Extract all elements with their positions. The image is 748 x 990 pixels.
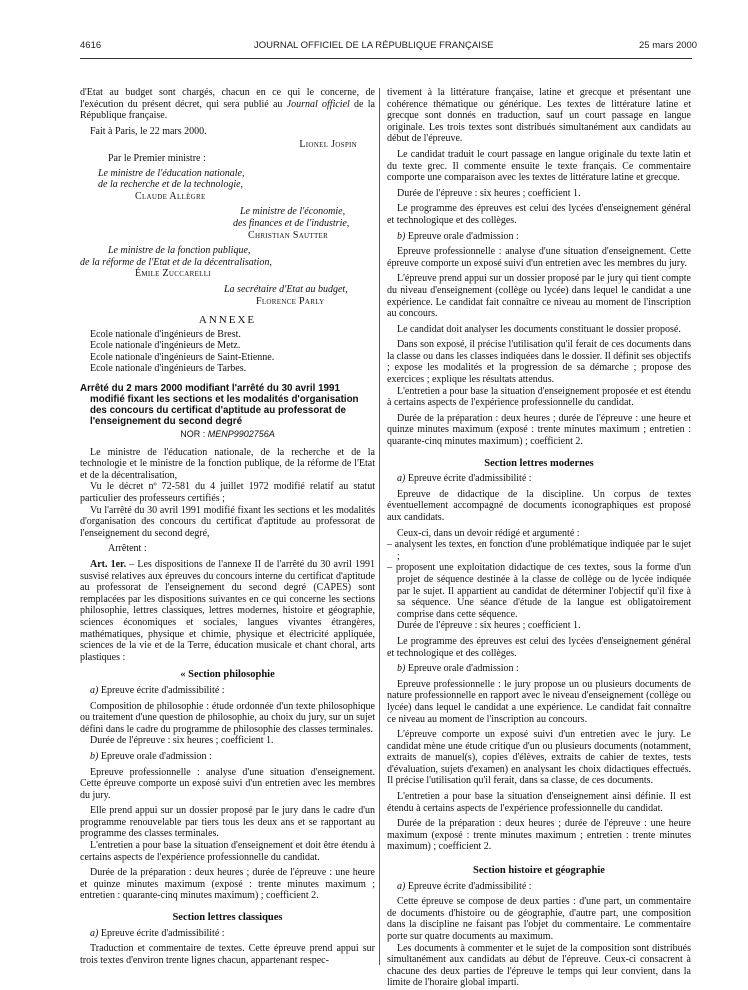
philo-duree-ecrite: Durée de l'épreuve : six heures ; coefficient 1. — [90, 735, 274, 747]
minister-economie-title-2: des finances et de l'industrie, — [233, 217, 350, 229]
philo-entretien: L'entretien a pour base la situation d'enseignement et doit être étendu à certains aspects de l'expérience professionnelle du candidat. — [80, 840, 375, 863]
minister-education-title-1: Le ministre de l'éducation nationale, — [98, 167, 245, 179]
signature-zuccarelli: Émile Zuccarelli — [135, 268, 211, 280]
annexe-list — [80, 329, 375, 375]
lm-epreuve-orale: b) Epreuve orale d'admission : — [397, 663, 519, 675]
annexe-item: Ecole nationale d'ingénieurs de Saint-Etienne. — [90, 351, 275, 363]
hg-documents-commenter: Les documents à commenter et le sujet de la composition sont distribués simultanément aux candidats au début de l'épreuve. Ceux-ci consacrent à chacune des deux parties de l'épreuve le temps qui leur convient, dans la limite de l'horaire global imparti. — [387, 942, 691, 989]
lc-duree-ecrite: Durée de l'épreuve : six heures ; coefficient 1. — [397, 187, 581, 199]
section-lettres-modernes-heading: Section lettres modernes — [484, 457, 594, 469]
signature-sautter: Christian Sautter — [248, 229, 329, 241]
journal-title: JOURNAL OFFICIEL DE LA RÉPUBLIQUE FRANÇAISE — [254, 40, 494, 51]
section-philosophie-heading: « Section philosophie — [180, 669, 275, 681]
column-divider — [379, 88, 380, 965]
philo-duree-orale: Durée de la préparation : deux heures ; durée de l'épreuve : une heure et quinze minutes maximum (exposé : trente minutes maximum ; entretien : quarante-cinq minutes maximum) ; coefficient 2. — [80, 867, 375, 902]
hg-deux-parties: Cette épreuve se compose de deux parties : d'une part, un commentaire de documents d'histoire ou de géographie, d'autre part, une composition dans la discipline ne faisant pas l'objet du commentaire. Le commentaire porte sur quatre documents au maximum. — [387, 896, 691, 942]
lm-duree-orale: Durée de la préparation : deux heures ; durée de l'épreuve : une heure maximum (exposé : trente minutes maximum ; entretien : trente minutes maximum) ; coefficient 2. — [387, 818, 691, 853]
philo-epreuve-ecrite: a) Epreuve écrite d'admissibilité : — [90, 684, 225, 696]
annexe-item: Ecole nationale d'ingénieurs de Metz. — [90, 340, 241, 352]
lc-analyser-documents: Le candidat doit analyser les documents constituant le dossier proposé. — [397, 323, 681, 335]
minister-fonction-publique-title-2: de la réforme de l'Etat et de la décentralisation, — [80, 256, 272, 268]
par-premier-ministre: Par le Premier ministre : — [108, 152, 206, 164]
minister-economie-title-1: Le ministre de l'économie, — [240, 206, 346, 218]
arretent: Arrêtent : — [108, 543, 147, 555]
annexe-heading: ANNEXE — [198, 314, 257, 327]
lc-traduction-commentaire: Traduction et commentaire de textes. Cette épreuve prend appui sur trois textes d'environ trente lignes chacun, appartenant respec- — [80, 943, 375, 966]
preamble-ministers: Le ministre de l'éducation nationale, de la recherche et de la technologie et le ministre de la fonction publique, de la réforme de l'Etat et de la décentralisation, — [80, 446, 375, 481]
lc-traduction-commentaire-cont: tivement à la littérature française, latine et grecque et présentant une cohérence thématique ou générique. Les textes de littérature latine et grecque sont donnés en traduction, sauf un court passage en langue originale. Les trois textes sont distribués simultanément aux candidats au début de l'épreuve. — [387, 87, 691, 145]
lm-bullet-analysent: – analysent les textes, en fonction d'une problématique indiquée par le sujet ; — [387, 539, 691, 562]
minister-education-title-2: de la recherche et de la technologie, — [98, 179, 244, 191]
lc-entretien: L'entretien a pour base la situation d'enseignement proposée et est étendu à certains aspects de l'expérience professionnelle du candidat. — [387, 385, 691, 409]
minister-fonction-publique-title-1: Le ministre de la fonction publique, — [108, 245, 251, 257]
vu-arrete: Vu l'arrêté du 30 avril 1991 modifié fixant les sections et les modalités d'organisation des concours du certificat d'aptitude au professorat de l'enseignement du second degré, — [80, 504, 375, 539]
lm-epreuve-ecrite: a) Epreuve écrite d'admissibilité : — [397, 473, 532, 485]
signature-parly: Florence Parly — [256, 295, 325, 307]
philo-epreuve-orale: b) Epreuve orale d'admission : — [90, 750, 212, 762]
lc-candidat-traduit: Le candidat traduit le court passage en langue originale du texte latin et du texte grec. Il commente ensuite le texte français. Ce commentaire comporte une comparaison avec les textes de littérature latine et grecque. — [387, 148, 691, 184]
right-column — [387, 87, 691, 989]
article-1: Art. 1er. – Les dispositions de l'annexe II de l'arrêté du 30 avril 1991 susvisé relatives aux épreuves du concours interne du certificat d'aptitude au professorat de l'enseignement du second degré (CAPES) sont remplacées par les dispositions suivantes en ce qui concerne les sections philosophie, lettres classiques, lettres modernes, histoire et géographie, sciences économiques et sociales, langues vivantes étrangères, mathématiques, physique et chimie, physique et électricité appliquée, sciences de la vie et de la Terre, éducation musicale et chant choral, arts plastiques : — [80, 559, 375, 663]
lm-programme: Le programme des épreuves est celui des lycées d'enseignement général et technologique et des collèges. — [387, 635, 691, 659]
lc-epreuve-ecrite: a) Epreuve écrite d'admissibilité : — [90, 927, 225, 939]
philo-epreuve-professionnelle: Epreuve professionnelle : analyse d'une situation d'enseignement. Cette épreuve comporte un exposé suivi d'un entretien avec les membres du jury. — [80, 766, 375, 801]
signature-allegre: Claude Allègre — [135, 190, 206, 202]
nor-code: MENP9902756A — [207, 429, 275, 440]
closing-paragraph: d'Etat au budget sont chargés, chacun en ce qui le concerne, de l'exécution du présent décret, qui sera publié au Journal officiel de la République française. — [80, 87, 375, 122]
lm-epreuve-professionnelle: Epreuve professionnelle : le jury propose un ou plusieurs documents de nature professionnelle en rapport avec le niveau d'enseignement (collège ou lycée) dans lequel le candidat a une expérience. Le candidat fait connaître ce niveau au moment de l'inscription au concours. — [387, 678, 691, 725]
lc-epreuve-professionnelle: Epreuve professionnelle : analyse d'une situation d'enseignement. Cette épreuve comporte un exposé suivi d'un entretien avec les membres du jury. — [387, 246, 691, 269]
article-1-label: Art. 1er. — [90, 559, 127, 570]
lc-duree-orale: Durée de la préparation : deux heures ; durée de l'épreuve : une heure et quinze minutes maximum (exposé : trente minutes maximum ; entretien : quarante-cinq minutes maximum) ; coefficient 2. — [387, 412, 691, 448]
hg-epreuve-ecrite: a) Epreuve écrite d'admissibilité : — [397, 880, 532, 892]
signature-jospin: Lionel Jospin — [299, 139, 357, 151]
lc-expose: Dans son exposé, il précise l'utilisation qu'il ferait de ces documents dans la classe ou dans les classes indiquées dans le dossier. Il définit ses objectifs ; expose les modalités et la progression de sa démarche ; propose des exercices ; explique les résultats attendus. — [387, 339, 691, 386]
secretaire-budget-title: La secrétaire d'Etat au budget, — [224, 283, 348, 295]
philo-dossier: Elle prend appui sur un dossier proposé par le jury dans le cadre d'un programme renouvelable par tiers tous les deux ans et se rapportant au programme des classes terminales. — [80, 805, 375, 840]
section-histoire-geographie-heading: Section histoire et géographie — [473, 865, 605, 877]
lm-duree-ecrite: Durée de l'épreuve : six heures ; coefficient 1. — [397, 620, 581, 632]
lc-epreuve-orale: b) Epreuve orale d'admission : — [397, 230, 519, 242]
page-number: 4616 — [80, 40, 102, 51]
lm-ceux-ci: Ceux-ci, dans un devoir rédigé et argumenté : — [397, 527, 580, 539]
lm-entretien: L'entretien a pour base la situation d'enseignement ainsi définie. Il est étendu à certains aspects de l'expérience professionnelle du candidat. — [387, 791, 691, 814]
journal-officiel-ref: Journal officiel — [286, 98, 350, 110]
section-lettres-classiques-heading: Section lettres classiques — [172, 912, 283, 924]
lm-bullet-proposent: – proposent une exploitation didactique de ces textes, sous la forme d'un projet de séquence destinée à la classe de collège ou de lycée indiquée par le sujet. Il appartient au candidat de déterminer l'objectif qu'il fixe à sa séquence. Une séance d'étude de la langue est obligatoirement comprise dans cette séquence. — [387, 562, 691, 620]
fait-a-paris: Fait à Paris, le 22 mars 2000. — [90, 125, 207, 137]
issue-date: 25 mars 2000 — [639, 40, 698, 51]
arrete-title: Arrêté du 2 mars 2000 modifiant l'arrêté du 30 avril 1991 modifié fixant les sections et les modalités d'organisation des concours du certificat d'aptitude au professorat de l'enseignement du second degré — [80, 383, 359, 428]
lm-didactique: Epreuve de didactique de la discipline. Un corpus de textes éventuellement accompagné de documents iconographiques est proposé aux candidats. — [387, 488, 691, 523]
annexe-item: Ecole nationale d'ingénieurs de Brest. — [90, 328, 241, 340]
philo-composition: Composition de philosophie : étude ordonnée d'un texte philosophique ou traitement d'une question de philosophie, au choix du jury, sur un sujet défini dans le cadre du programme de philosophie des classes terminales. — [80, 700, 375, 735]
lm-expose: L'épreuve comporte un exposé suivi d'un entretien avec le jury. Le candidat mène une étude critique d'un ou plusieurs documents (notamment, extraits de manuel(s), copies d'élèves, extraits de cahier de textes, tests d'évaluation, sujets d'examen) en analysant les choix didactiques effectués. Il précise l'utilisation qu'il ferait, dans sa classe, de ces documents. — [387, 729, 691, 787]
vu-decret: Vu le décret nº 72-581 du 4 juillet 1972 modifié relatif au statut particulier des professeurs certifiés ; — [80, 481, 375, 505]
nor-reference: NOR : MENP9902756A — [180, 429, 275, 440]
lc-dossier: L'épreuve prend appui sur un dossier proposé par le jury qui tient compte du niveau d'enseignement (collège ou lycée) dans lequel le candidat a une expérience. Le candidat fait connaître ce niveau au moment de l'inscription au concours. — [387, 273, 691, 320]
header-rule — [80, 58, 692, 59]
annexe-item: Ecole nationale d'ingénieurs de Tarbes. — [90, 363, 247, 375]
left-column — [80, 87, 375, 966]
lc-programme: Le programme des épreuves est celui des lycées d'enseignement général et technologique et des collèges. — [387, 203, 691, 226]
